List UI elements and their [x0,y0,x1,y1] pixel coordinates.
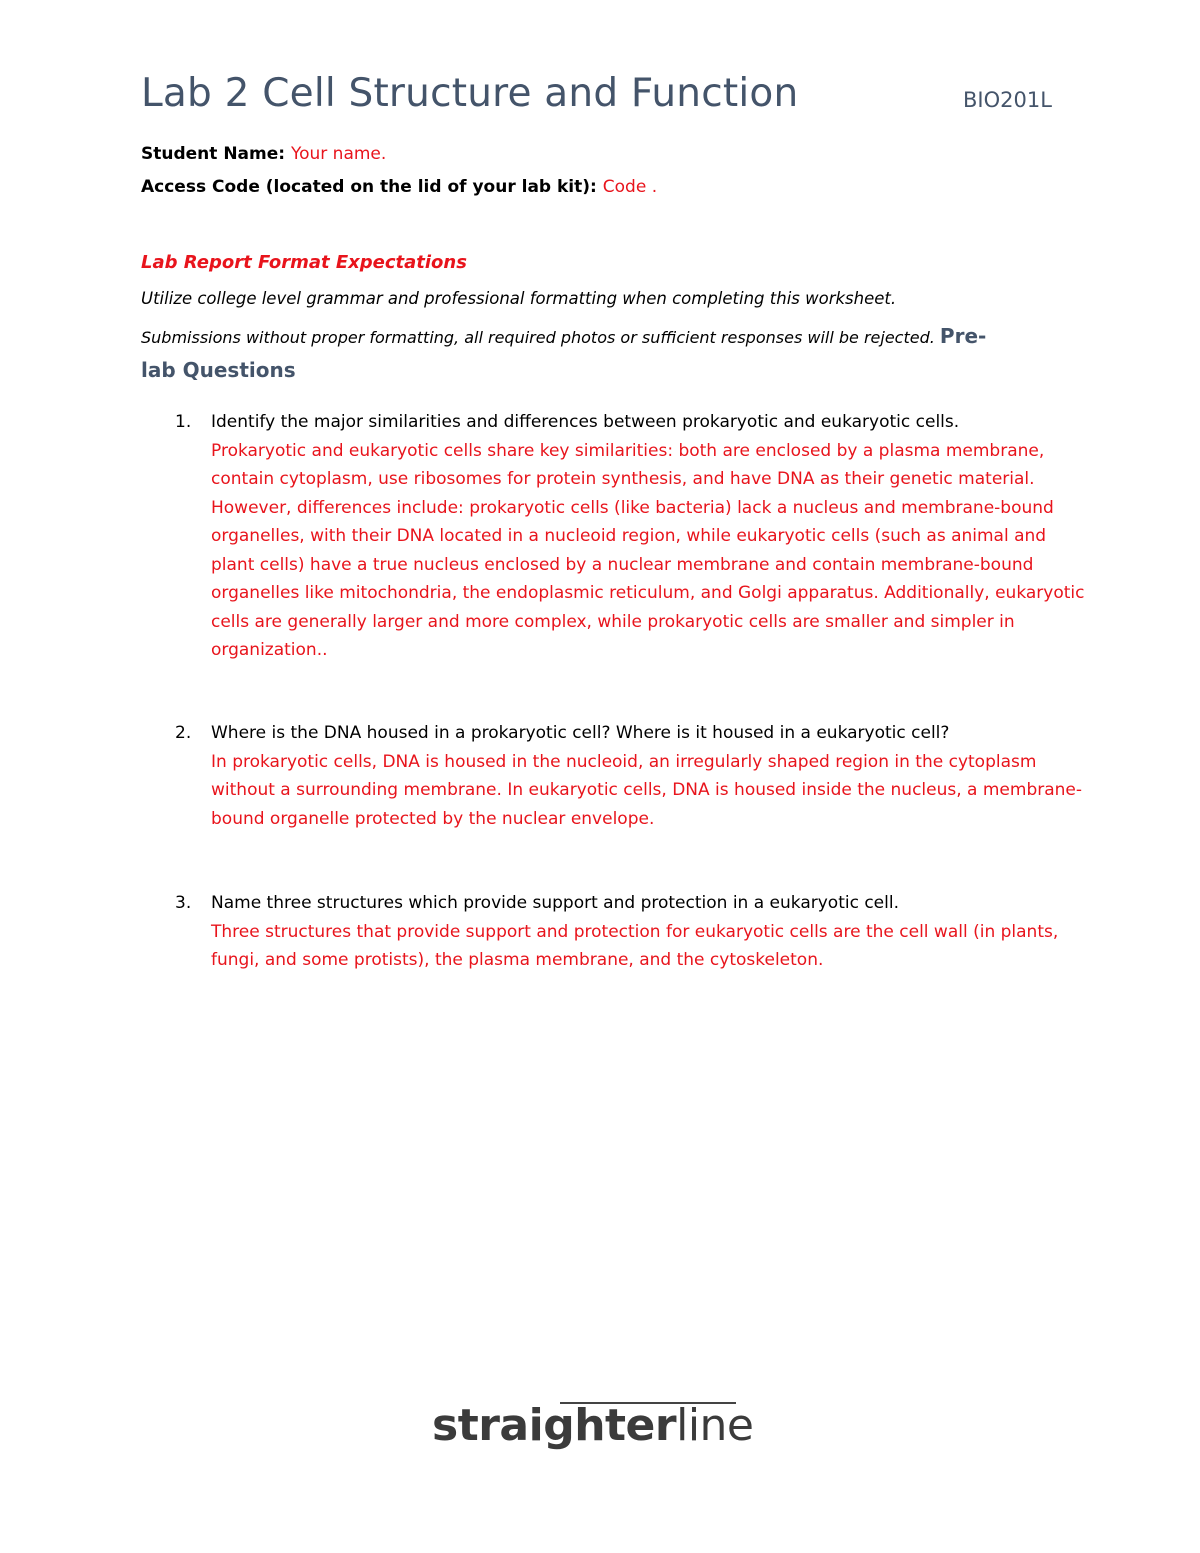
logo-wordmark [432,1400,754,1451]
student-name-value: Your name. [290,144,387,164]
question-item-1 [175,408,1091,665]
logo-light-text: line [676,1400,754,1451]
course-code: BIO201L [963,88,1052,112]
question-text: Name three structures which provide support and protection in a eukaryotic cell. [211,893,899,913]
answer-text: Prokaryotic and eukaryotic cells share key similarities: both are enclosed by a plasma membrane, contain cytoplasm, use ribosomes for protein synthesis, and have DNA as their genetic material. However, differences include: prokaryotic cells (like bacteria) lack a nucleus and membrane-bound organelles, with their DNA located in a nucleoid region, while eukaryotic cells (such as animal and plant cells) have a true nucleus enclosed by a nuclear membrane and contain membrane-bound organelles like mitochondria, the endoplasmic reticulum, and Golgi apparatus. Additionally, eukaryotic cells are generally larger and more complex, while prokaryotic cells are smaller and simpler in organization.. [211,440,1085,660]
question-item-2 [175,719,1091,833]
question-text: Identify the major similarities and differences between prokaryotic and eukaryotic cells. [211,412,960,432]
student-name-line [141,144,386,164]
logo-bold-text: straighter [432,1400,677,1451]
expectations-line-2-text: Submissions without proper formatting, all required photos or sufficient responses will be rejected. [141,328,935,347]
access-code-line [141,177,657,197]
answer-text: In prokaryotic cells, DNA is housed in the nucleoid, an irregularly shaped region in the cytoplasm without a surrounding membrane. In eukaryotic cells, DNA is housed inside the nucleus, a membrane-bound organelle protected by the nuclear envelope. [211,751,1083,829]
straighterline-logo [432,1398,762,1468]
question-item-3 [175,889,1091,975]
student-name-label: Student Name: [141,144,286,164]
question-text: Where is the DNA housed in a prokaryotic cell? Where is it housed in a eukaryotic cell? [211,723,950,743]
question-number: 2. [175,723,192,743]
prelab-heading-part2: lab Questions [141,358,296,382]
access-code-value: Code . [602,177,658,197]
question-number: 1. [175,412,192,432]
expectations-line-1: Utilize college level grammar and professional formatting when completing this worksheet. [141,289,897,308]
prelab-heading-part1: Pre- [939,324,987,348]
expectations-heading: Lab Report Format Expectations [141,252,467,273]
page-title: Lab 2 Cell Structure and Function [141,71,799,116]
answer-text: Three structures that provide support and protection for eukaryotic cells are the cell wall (in plants, fungi, and some protists), the plasma membrane, and the cytoskeleton. [211,921,1059,970]
question-number: 3. [175,893,192,913]
expectations-line-2 [141,324,986,348]
access-code-label: Access Code (located on the lid of your lab kit): [141,177,597,197]
